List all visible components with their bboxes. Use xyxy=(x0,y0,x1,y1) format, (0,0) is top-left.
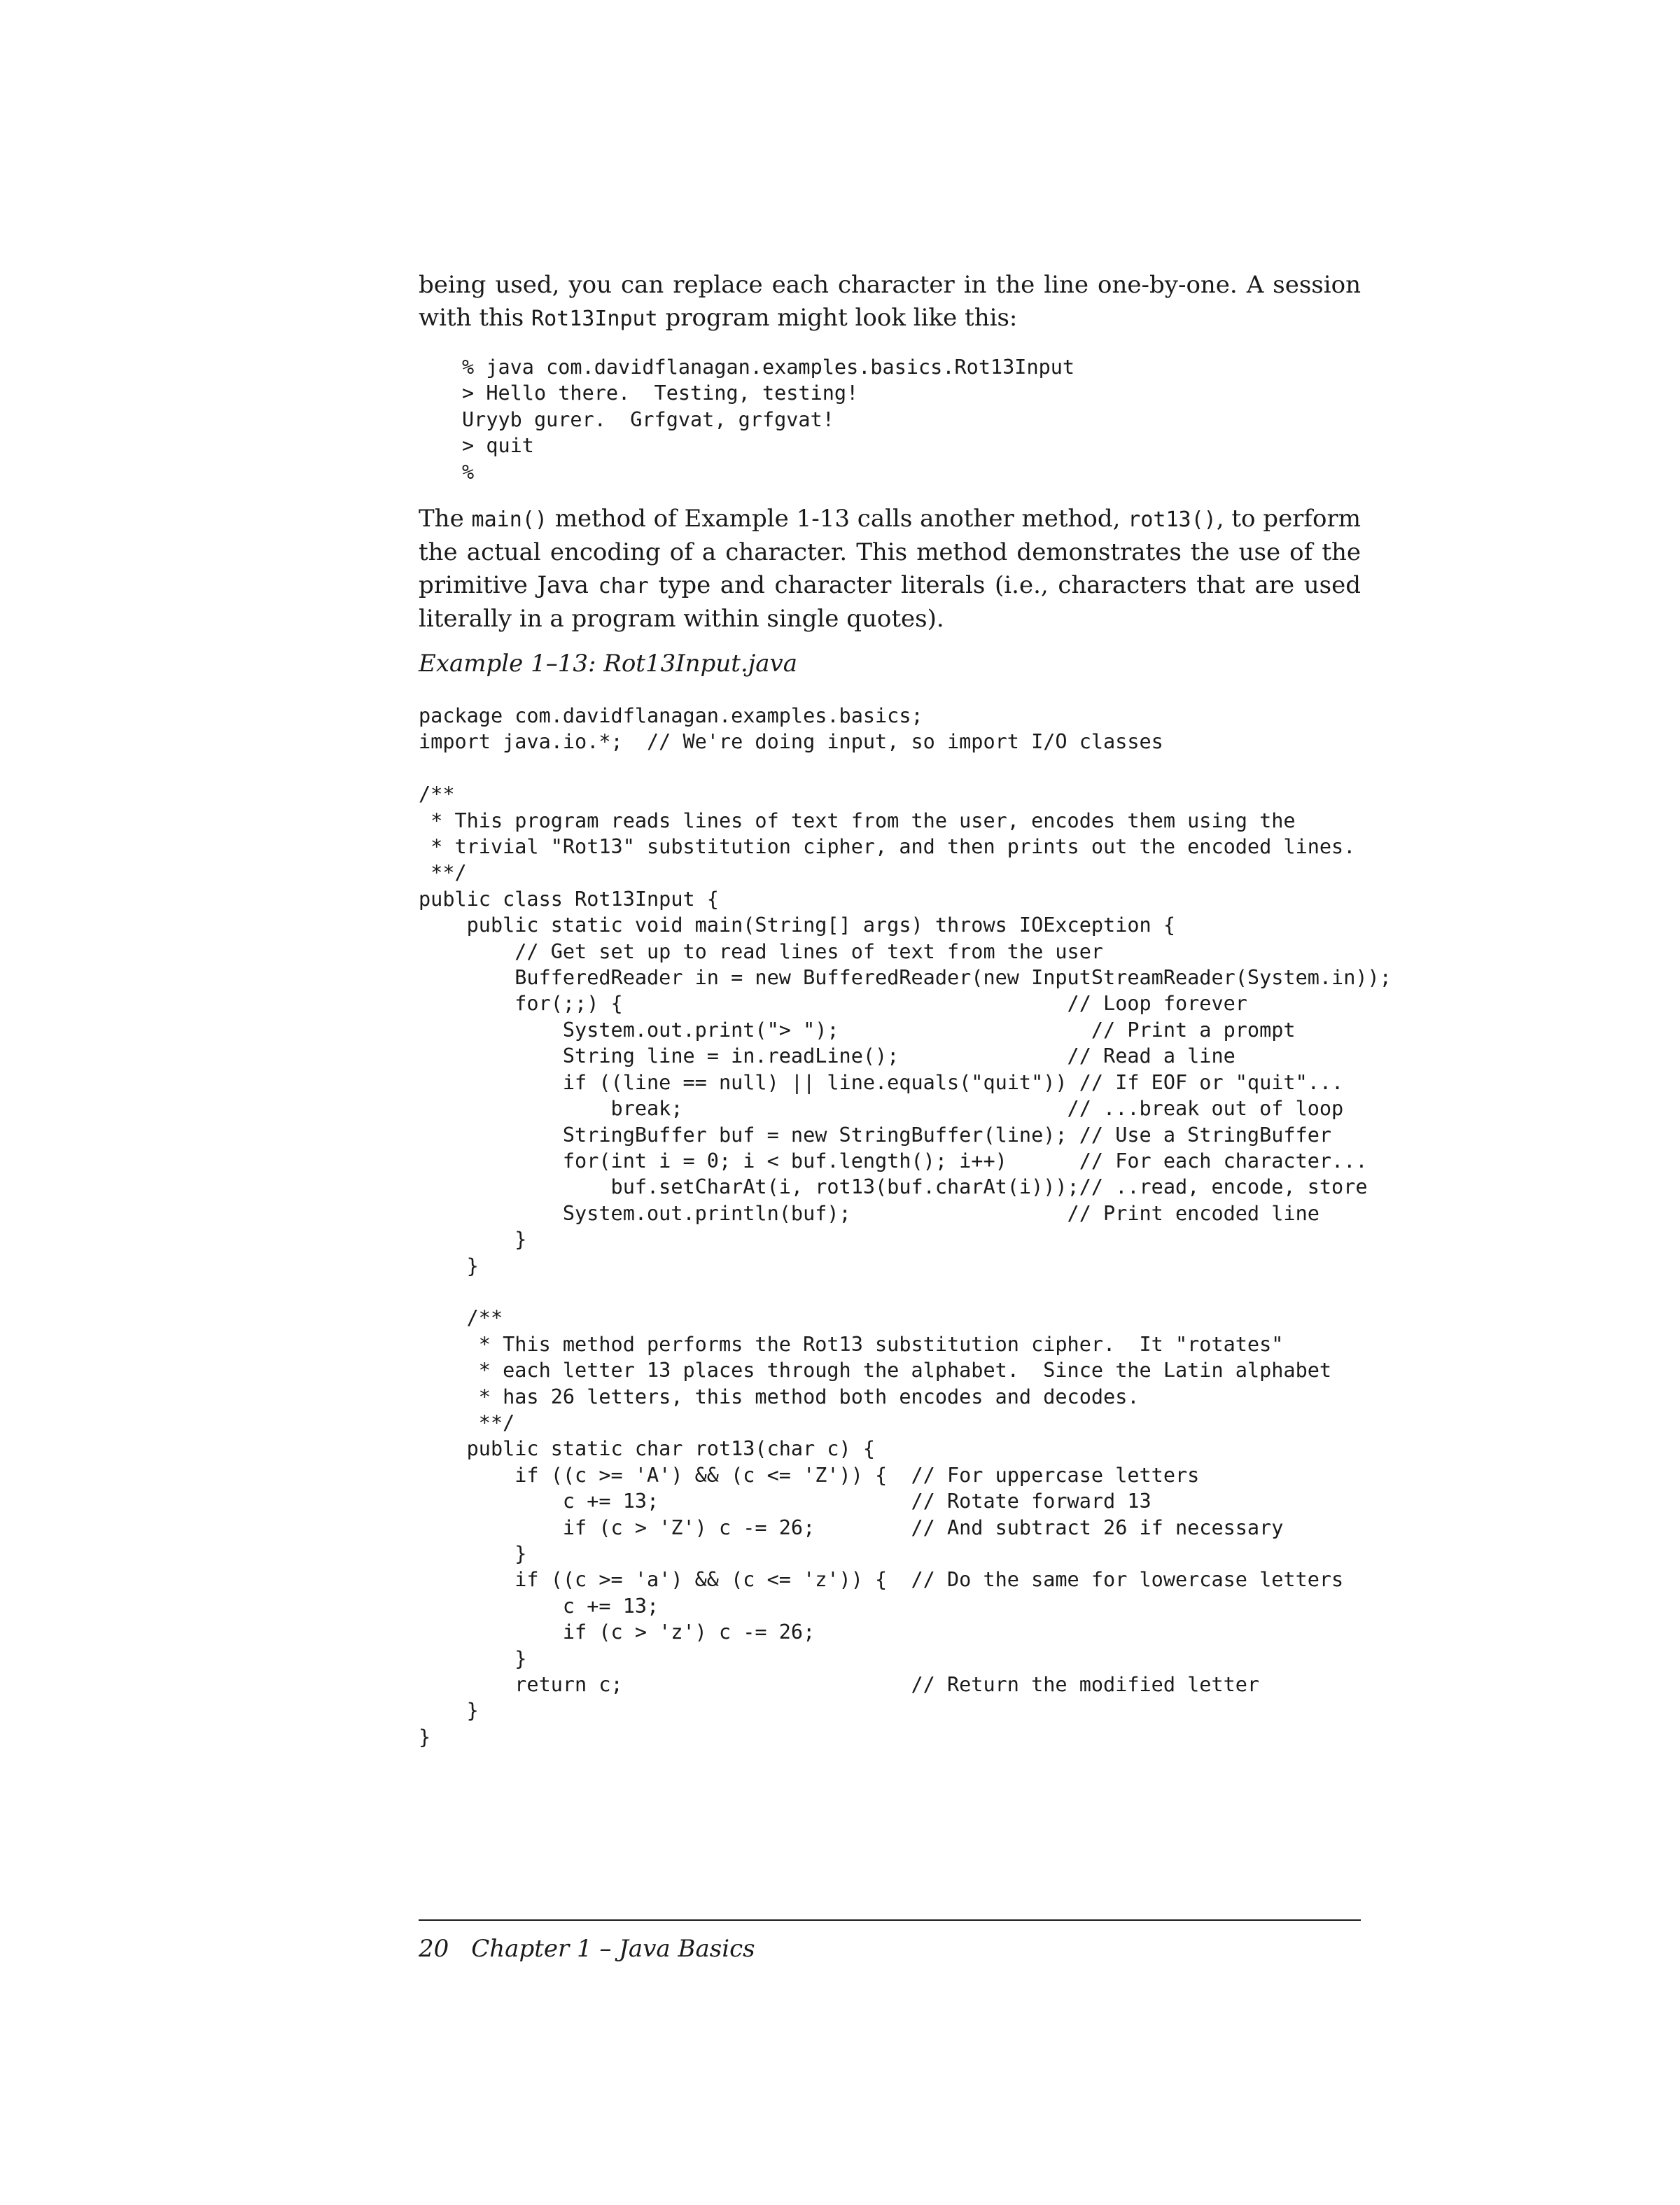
inline-code-rot13input: Rot13Input xyxy=(531,307,658,331)
inline-code-rot13: rot13() xyxy=(1128,507,1217,532)
paragraph-2-text-a: The xyxy=(419,505,472,533)
inline-code-char: char xyxy=(598,574,649,598)
paragraph-2-text-d: type and character literals (i.e., characters that are used literally in a program within single quotes). xyxy=(419,571,1361,633)
paragraph-1-text-a: being used, you can replace each character in the line one-by-one. A session with this xyxy=(419,271,1361,332)
code-listing: package com.davidflanagan.examples.basics; import java.io.*; // We're doing input, so import I/O classes /** * This program reads lines of text from the user, encodes them using the * trivial "Rot13" substitution cipher, and then prints out the encoded lines. **/ public class Rot13Input { public static void main(String[] args) throws IOException { // Get set up to read lines of text from the user BufferedReader in = new BufferedReader(new InputStreamReader(System.in)); for(;;) { // Loop forever System.out.print("> "); // Print a prompt String line = in.readLine(); // Read a line if ((line == null) || line.equals("quit")) // If EOF or "quit"... break; // ...break out of loop StringBuffer buf = new StringBuffer(line); // Use a StringBuffer for(int i = 0; i < buf.length(); i++) // For each character... buf.setCharAt(i, rot13(buf.charAt(i)));// ..read, encode, store System.out.println(buf); // Print encoded line } } /** * This method performs the Rot13 substitution cipher. It "rotates" * each letter 13 places through the alphabet. Since the Latin alphabet * has 26 letters, this method both encodes and decodes. **/ public static char rot13(char c) { if ((c >= 'A') && (c <= 'Z')) { // For uppercase letters c += 13; // Rotate forward 13 if (c > 'Z') c -= 26; // And subtract 26 if necessary } if ((c >= 'a') && (c <= 'z')) { // Do the same for lowercase letters c += 13; if (c > 'z') c -= 26; } return c; // Return the modified letter } } xyxy=(419,704,1392,1749)
paragraph-1-text-b: program might look like this: xyxy=(657,304,1018,332)
paragraph-2-text-c: , to perform the actual encoding of a character. This method demonstrates the use of the primitive Java xyxy=(419,505,1361,599)
example-caption: Example 1–13: Rot13Input.java xyxy=(419,650,797,678)
paragraph-2-text-b: method of Example 1-13 calls another method, xyxy=(547,505,1128,533)
session-transcript: % java com.davidflanagan.examples.basics.Rot13Input > Hello there. Testing, testing! Uryyb gurer. Grfgvat, grfgvat! > quit % xyxy=(462,356,1075,484)
chapter-title: Chapter 1 – Java Basics xyxy=(471,1935,755,1963)
paragraph-session-intro xyxy=(419,269,1361,335)
footer-rule xyxy=(419,1919,1361,1921)
page-footer xyxy=(419,1933,755,1964)
inline-code-main: main() xyxy=(471,507,547,532)
paragraph-method-description xyxy=(419,503,1361,636)
page-number: 20 xyxy=(419,1935,449,1963)
